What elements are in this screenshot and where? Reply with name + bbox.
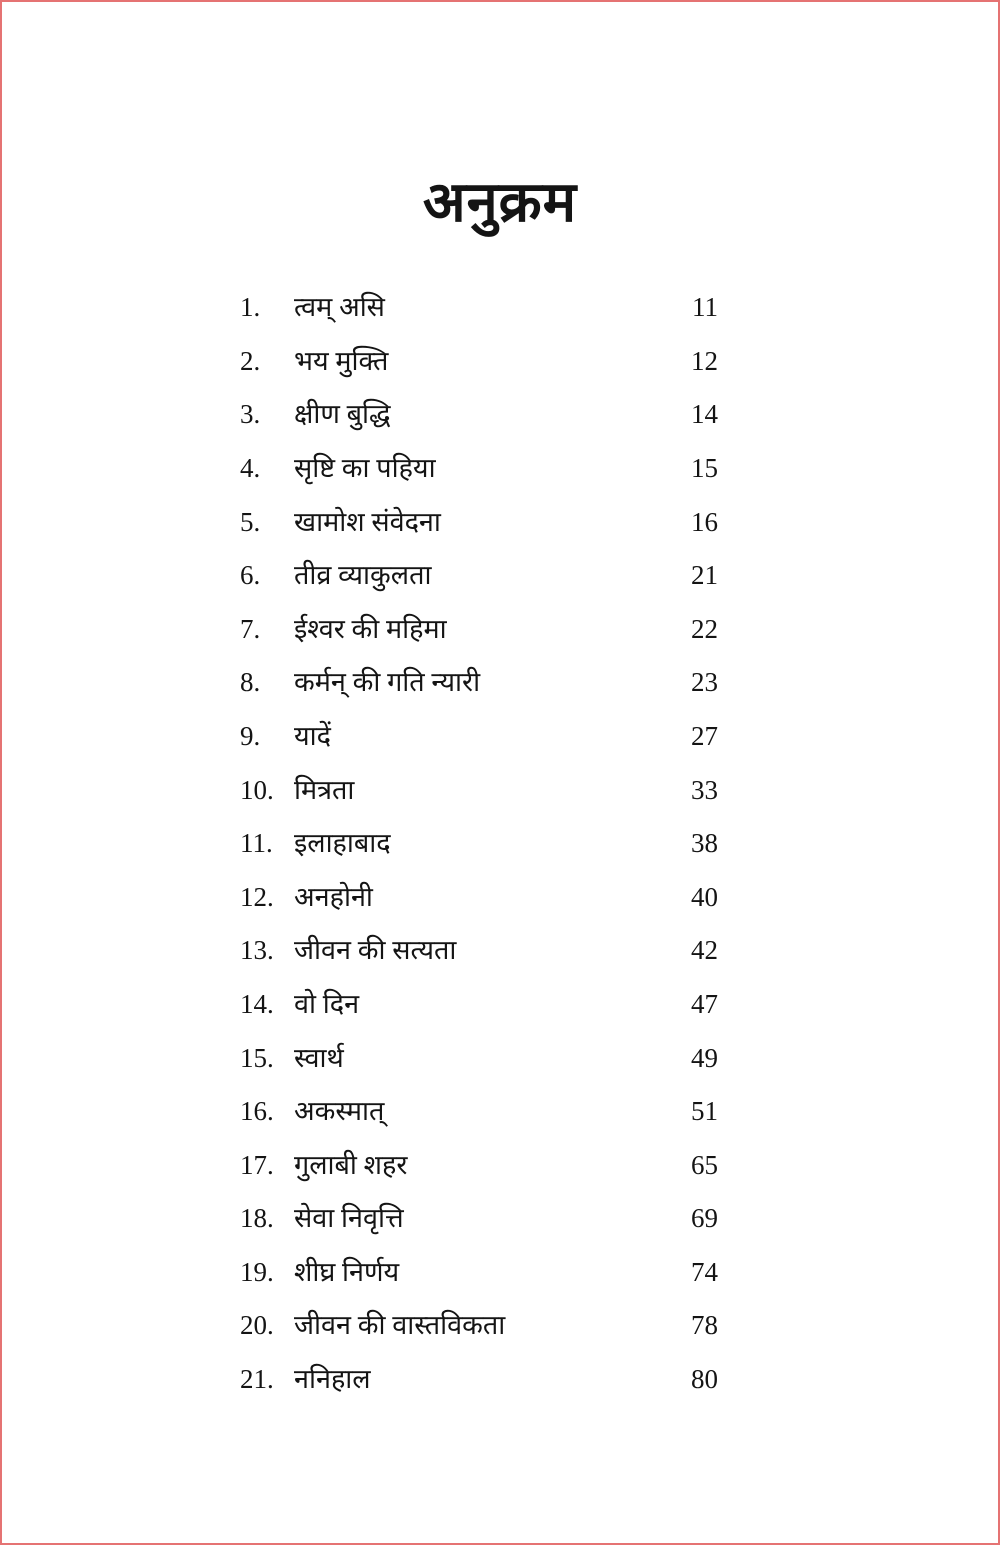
toc-entry <box>240 1139 718 1193</box>
toc-entry-title: कर्मन् की गति न्यारी <box>294 667 481 698</box>
toc-entry-page: 51 <box>691 1096 718 1127</box>
toc-entry-number: 5. <box>240 506 261 537</box>
toc-entry <box>240 978 718 1032</box>
toc-entry <box>240 1299 718 1353</box>
toc-entry <box>240 1246 718 1300</box>
toc-entry-title: वो दिन <box>294 988 360 1019</box>
toc-entry-page: 14 <box>691 399 718 430</box>
toc-entry <box>240 710 718 764</box>
toc-entry-number: 19. <box>240 1256 274 1287</box>
toc-entry-number: 10. <box>240 774 274 805</box>
toc-entry <box>240 656 718 710</box>
toc-entry <box>240 1353 718 1407</box>
toc-entry-number: 4. <box>240 452 261 483</box>
toc-entry-page: 47 <box>691 988 718 1019</box>
toc-entry <box>240 871 718 925</box>
toc-entry-title: सृष्टि का पहिया <box>294 452 436 483</box>
toc-entry-number: 12. <box>240 881 274 912</box>
page-title: अनुक्रम <box>422 172 578 234</box>
toc-entry-title: त्वम् असि <box>294 292 385 323</box>
toc-entry-number: 17. <box>240 1149 274 1180</box>
toc-entry-page: 65 <box>691 1149 718 1180</box>
toc-entry-page: 15 <box>691 452 718 483</box>
toc-entry-page: 33 <box>691 774 718 805</box>
toc-entry-title: अनहोनी <box>294 881 373 912</box>
toc-entry-number: 9. <box>240 720 261 751</box>
toc-entry <box>240 549 718 603</box>
toc-entry-title: ईश्वर की महिमा <box>294 613 447 644</box>
toc-list <box>240 281 718 1406</box>
toc-entry-title: इलाहाबाद <box>294 828 391 859</box>
toc-entry-page: 40 <box>691 881 718 912</box>
toc-entry-page: 74 <box>691 1256 718 1287</box>
toc-entry-page: 49 <box>691 1042 718 1073</box>
toc-entry <box>240 388 718 442</box>
toc-entry-number: 13. <box>240 935 274 966</box>
toc-entry-title: स्वार्थ <box>294 1042 344 1073</box>
toc-entry-page: 42 <box>691 935 718 966</box>
toc-entry <box>240 1032 718 1086</box>
toc-entry-title: भय मुक्ति <box>294 345 389 376</box>
toc-entry <box>240 1192 718 1246</box>
toc-entry <box>240 1085 718 1139</box>
toc-entry-page: 78 <box>691 1310 718 1341</box>
toc-entry-page: 27 <box>691 720 718 751</box>
toc-entry <box>240 924 718 978</box>
toc-entry-page: 12 <box>691 345 718 376</box>
toc-entry <box>240 764 718 818</box>
toc-entry-page: 69 <box>691 1203 718 1234</box>
toc-entry-page: 22 <box>691 613 718 644</box>
toc-entry-number: 15. <box>240 1042 274 1073</box>
toc-entry-title: क्षीण बुद्धि <box>294 399 391 430</box>
toc-entry-number: 8. <box>240 667 261 698</box>
toc-entry-number: 21. <box>240 1364 274 1395</box>
toc-entry <box>240 603 718 657</box>
toc-entry-number: 16. <box>240 1096 274 1127</box>
toc-entry <box>240 442 718 496</box>
toc-entry-title: खामोश संवेदना <box>294 506 441 537</box>
toc-entry <box>240 335 718 389</box>
toc-entry-page: 16 <box>691 506 718 537</box>
toc-entry-number: 7. <box>240 613 261 644</box>
toc-entry-number: 20. <box>240 1310 274 1341</box>
toc-entry-number: 18. <box>240 1203 274 1234</box>
toc-entry-title: ननिहाल <box>294 1364 371 1395</box>
toc-entry-page: 80 <box>691 1364 718 1395</box>
toc-entry-number: 6. <box>240 560 261 591</box>
toc-entry-number: 3. <box>240 399 261 430</box>
toc-entry-page: 23 <box>691 667 718 698</box>
toc-entry-page: 11 <box>692 292 718 323</box>
toc-entry <box>240 281 718 335</box>
toc-entry-number: 11. <box>240 828 273 859</box>
toc-entry-title: तीव्र व्याकुलता <box>294 560 432 591</box>
toc-entry-page: 21 <box>691 560 718 591</box>
toc-entry-title: शीघ्र निर्णय <box>294 1256 400 1287</box>
toc-entry-page: 38 <box>691 828 718 859</box>
toc-entry-number: 1. <box>240 292 261 323</box>
toc-entry <box>240 817 718 871</box>
toc-entry-title: अकस्मात् <box>294 1096 385 1127</box>
toc-entry-title: यादें <box>294 720 331 751</box>
toc-entry-title: जीवन की सत्यता <box>294 935 457 966</box>
toc-entry-title: सेवा निवृत्ति <box>294 1203 404 1234</box>
toc-entry-number: 14. <box>240 988 274 1019</box>
toc-entry-title: गुलाबी शहर <box>294 1149 408 1180</box>
toc-entry-title: जीवन की वास्तविकता <box>294 1310 506 1341</box>
toc-entry <box>240 496 718 550</box>
toc-entry-title: मित्रता <box>294 774 355 805</box>
toc-entry-number: 2. <box>240 345 261 376</box>
